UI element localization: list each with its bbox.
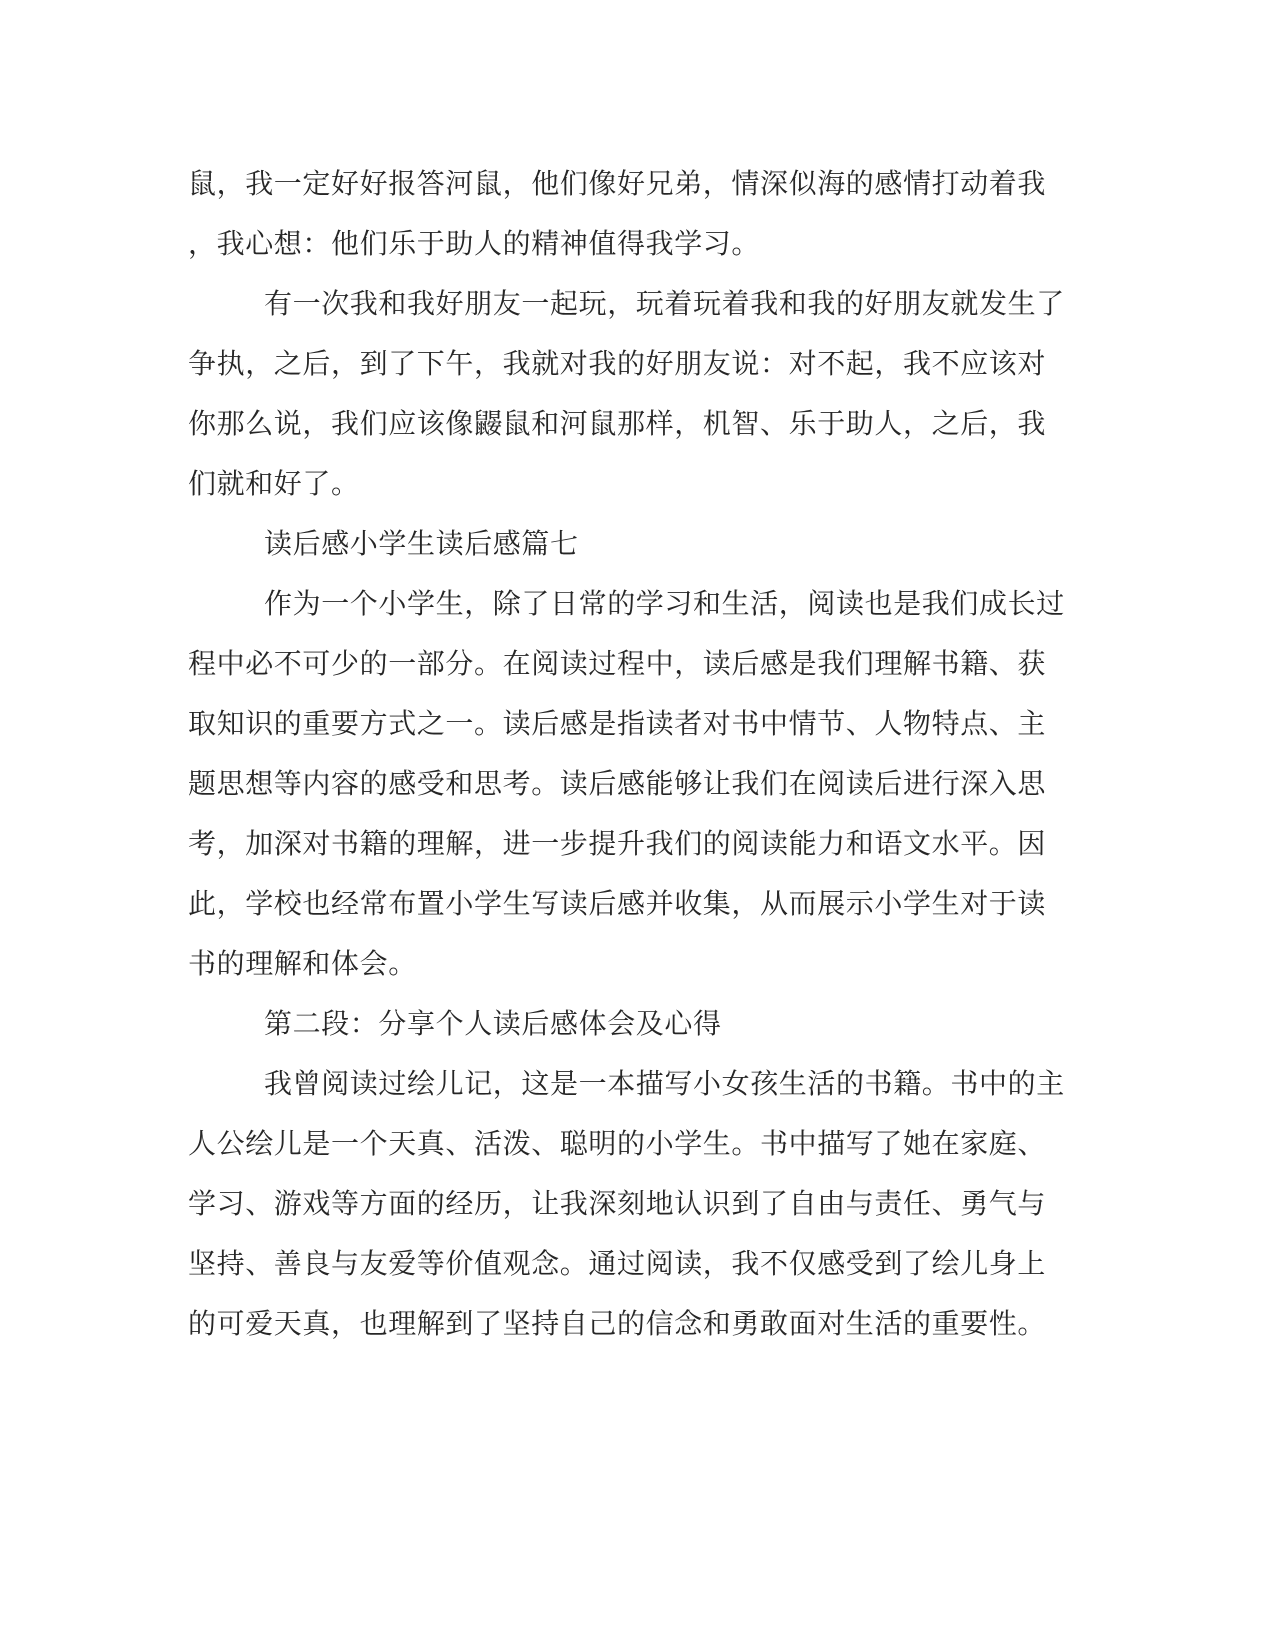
text-line: 此，学校也经常布置小学生写读后感并收集，从而展示小学生对于读 [188, 887, 1047, 920]
section-heading: 读后感小学生读后感篇七 [264, 527, 579, 560]
document-body [188, 164, 1068, 1364]
text-line: 作为一个小学生，除了日常的学习和生活，阅读也是我们成长过 [264, 587, 1065, 620]
text-line: 学习、游戏等方面的经历，让我深刻地认识到了自由与责任、勇气与 [188, 1187, 1047, 1220]
text-line: ，我心想：他们乐于助人的精神值得我学习。 [188, 227, 761, 260]
text-line: 程中必不可少的一部分。在阅读过程中，读后感是我们理解书籍、获 [188, 647, 1047, 680]
text-line: 的可爱天真，也理解到了坚持自己的信念和勇敢面对生活的重要性。 [188, 1307, 1047, 1340]
text-line: 坚持、善良与友爱等价值观念。通过阅读，我不仅感受到了绘儿身上 [188, 1247, 1047, 1280]
text-line: 争执，之后，到了下午，我就对我的好朋友说：对不起，我不应该对 [188, 347, 1047, 380]
text-line: 考，加深对书籍的理解，进一步提升我们的阅读能力和语文水平。因 [188, 827, 1047, 860]
text-line: 我曾阅读过绘儿记，这是一本描写小女孩生活的书籍。书中的主 [264, 1067, 1065, 1100]
text-line: 题思想等内容的感受和思考。读后感能够让我们在阅读后进行深入思 [188, 767, 1047, 800]
text-line: 们就和好了。 [188, 467, 360, 500]
text-line: 取知识的重要方式之一。读后感是指读者对书中情节、人物特点、主 [188, 707, 1047, 740]
text-line: 人公绘儿是一个天真、活泼、聪明的小学生。书中描写了她在家庭、 [188, 1127, 1047, 1160]
text-line: 你那么说，我们应该像鼹鼠和河鼠那样，机智、乐于助人，之后，我 [188, 407, 1047, 440]
text-line: 鼠，我一定好好报答河鼠，他们像好兄弟，情深似海的感情打动着我 [188, 167, 1047, 200]
text-line: 有一次我和我好朋友一起玩，玩着玩着我和我的好朋友就发生了 [264, 287, 1065, 320]
text-line: 书的理解和体会。 [188, 947, 417, 980]
section-heading: 第二段：分享个人读后感体会及心得 [264, 1007, 722, 1040]
